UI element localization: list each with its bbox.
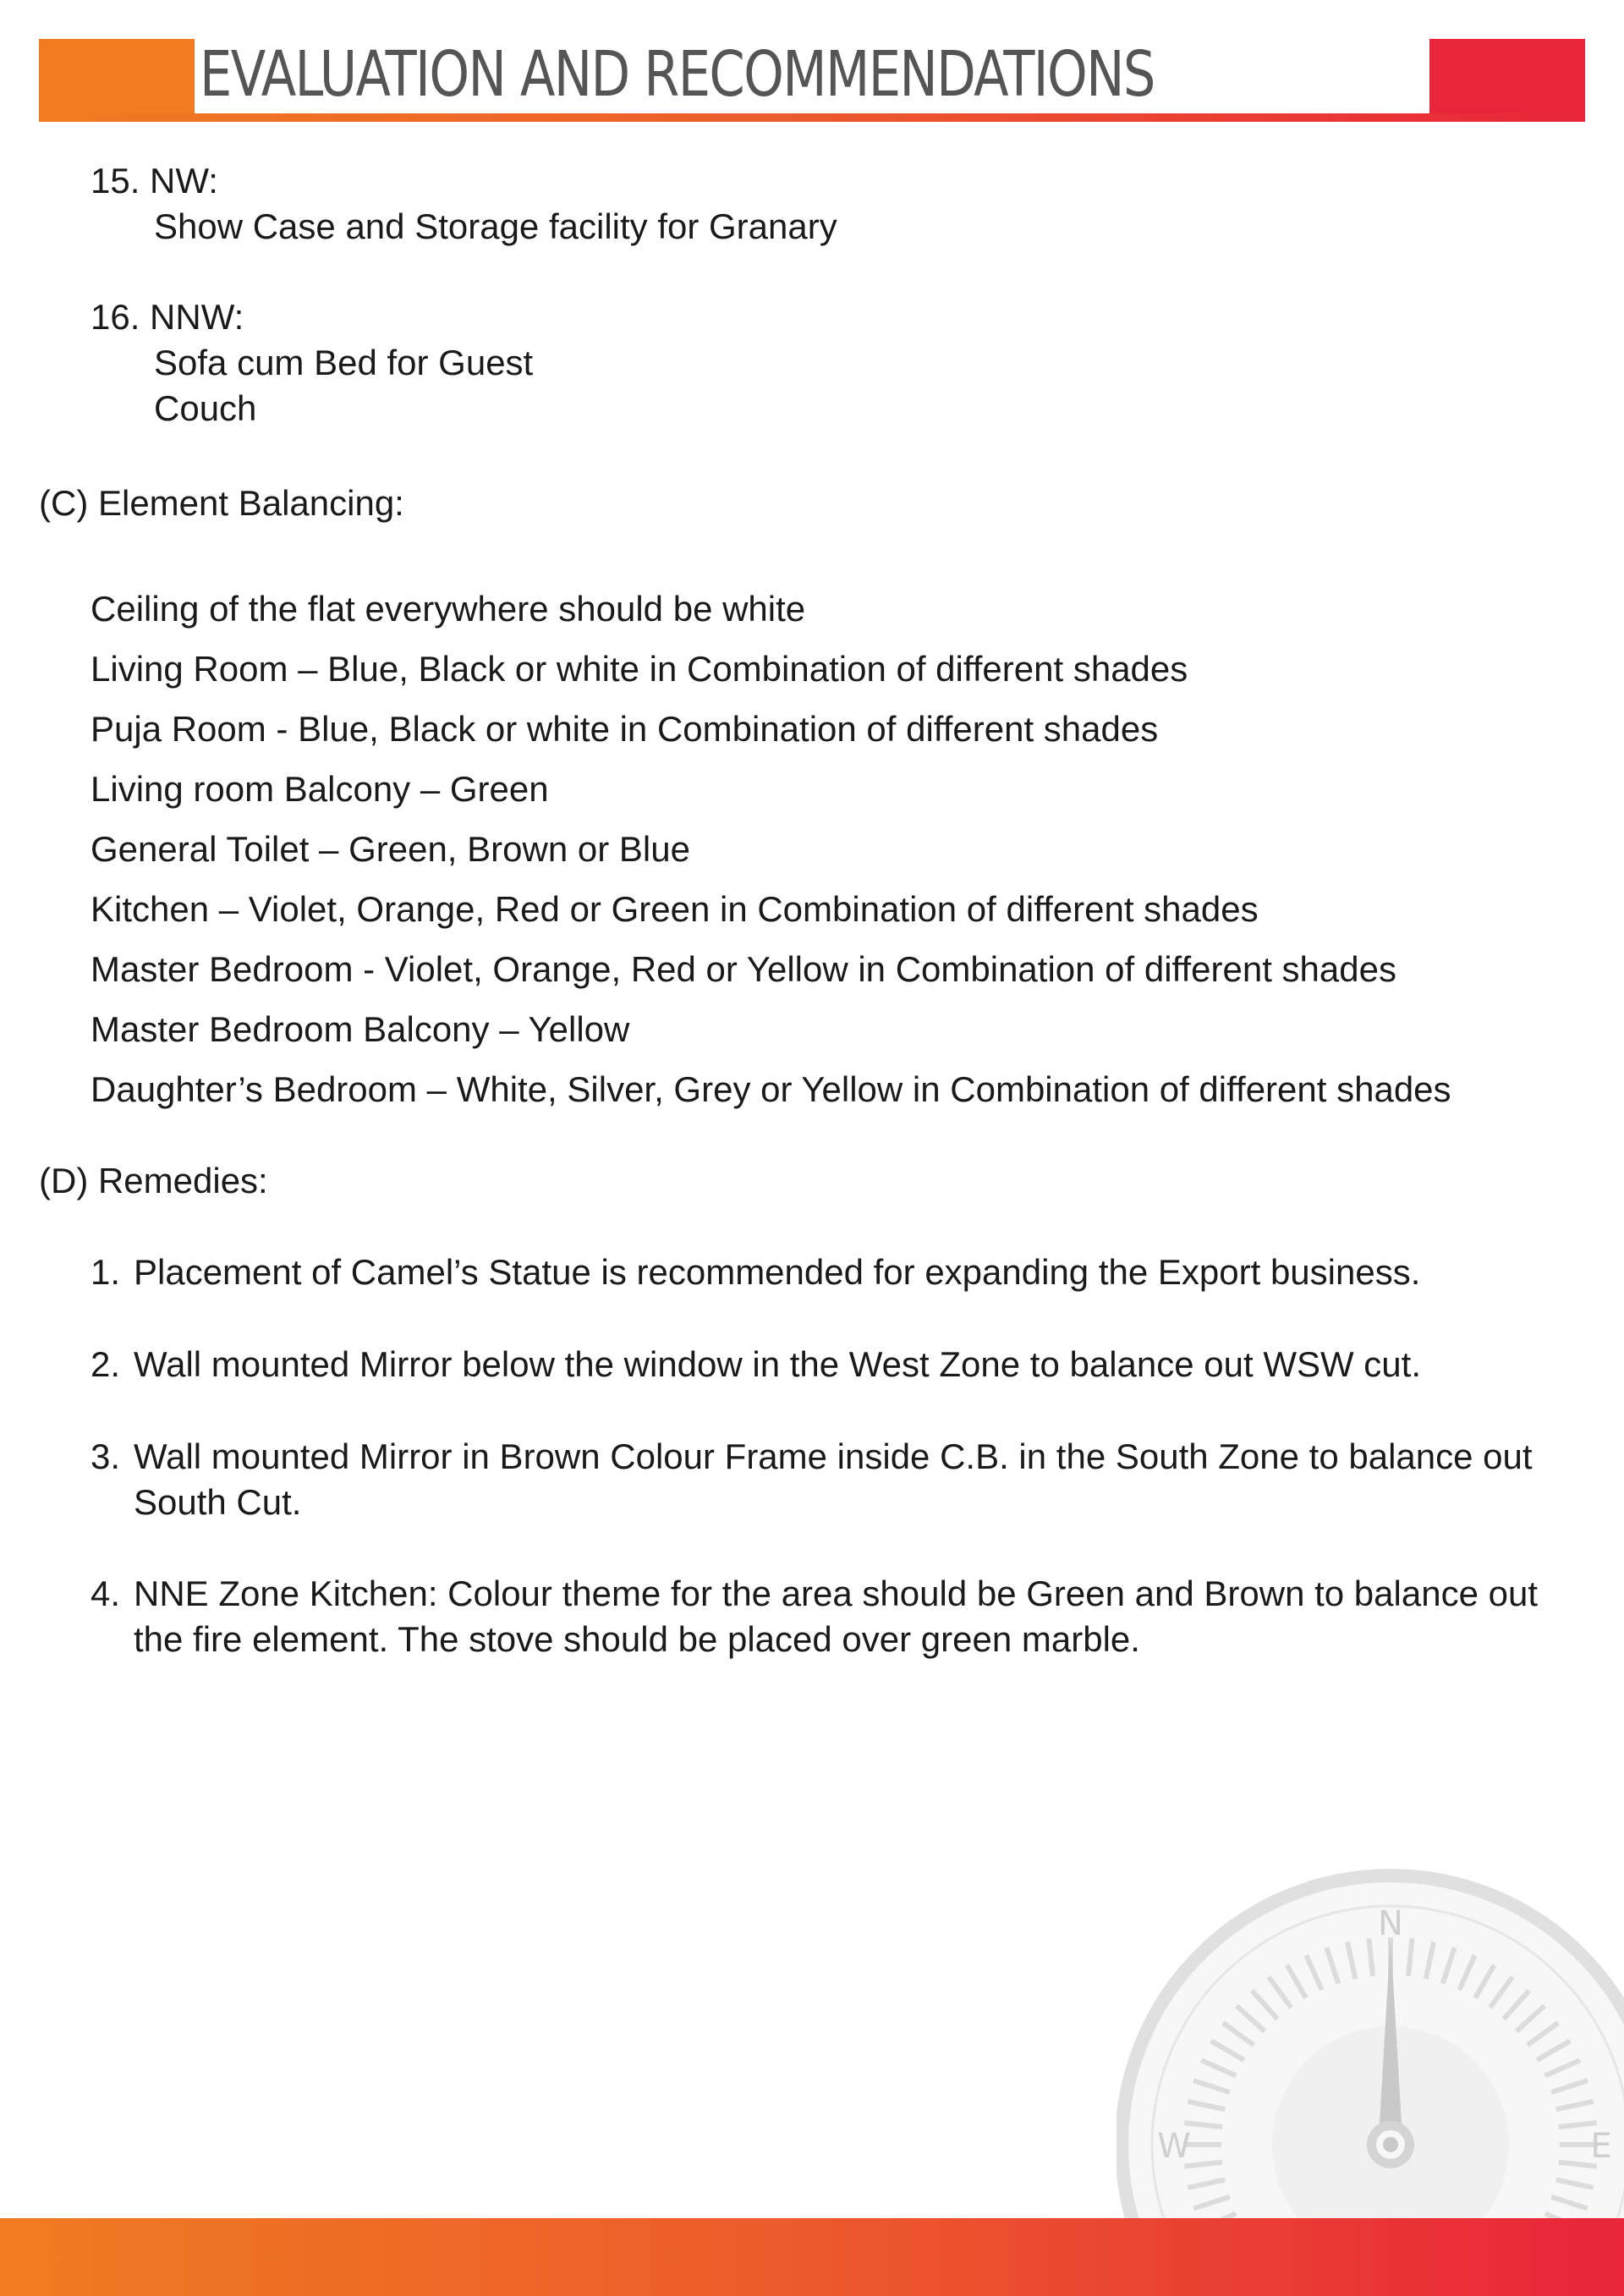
remedy-text: Wall mounted Mirror below the window in the West Zone to balance out WSW cut.	[134, 1344, 1421, 1384]
section-heading-remedies: (D) Remedies:	[39, 1161, 268, 1200]
direction-item: Couch	[154, 388, 257, 428]
remedy-number: 4.	[91, 1574, 121, 1613]
remedy-text: Placement of Camel’s Statue is recommended for expanding the Export business.	[134, 1252, 1421, 1292]
remedy-text: NNE Zone Kitchen: Colour theme for the area should be Green and Brown to balance out the fire element. The stove should be placed over green marble.	[134, 1574, 1538, 1659]
compass-watermark	[1116, 1865, 1624, 2218]
compass-east-label: E	[1590, 2127, 1612, 2166]
element-item: Puja Room - Blue, Black or white in Combination of different shades	[91, 709, 1159, 749]
element-item: General Toilet – Green, Brown or Blue	[91, 829, 690, 869]
direction-label-nw: 15. NW:	[91, 161, 218, 200]
element-item: Daughter’s Bedroom – White, Silver, Grey or Yellow in Combination of different shades	[91, 1069, 1451, 1109]
remedy-text: Wall mounted Mirror in Brown Colour Frame inside C.B. in the South Zone to balance out South Cut.	[134, 1436, 1533, 1522]
element-item: Living room Balcony – Green	[91, 769, 549, 809]
compass-north-label: N	[1378, 1904, 1403, 1943]
section-heading-element-balancing: (C) Element Balancing:	[39, 483, 404, 523]
header-orange-block	[39, 39, 195, 122]
page-title: EVALUATION AND RECOMMENDATIONS	[200, 38, 1155, 111]
compass-west-label: W	[1157, 2127, 1191, 2166]
element-item: Living Room – Blue, Black or white in Combination of different shades	[91, 649, 1188, 689]
compass-icon	[1116, 1865, 1624, 2218]
header-red-block	[1429, 39, 1585, 122]
remedy-number: 2.	[91, 1344, 121, 1384]
footer-bar	[0, 2218, 1624, 2296]
remedy-number: 3.	[91, 1436, 121, 1476]
direction-item: Show Case and Storage facility for Granary	[154, 206, 837, 246]
direction-label-nnw: 16. NNW:	[91, 297, 244, 337]
remedy-number: 1.	[91, 1252, 121, 1292]
direction-item: Sofa cum Bed for Guest	[154, 343, 534, 382]
element-item: Kitchen – Violet, Orange, Red or Green in Combination of different shades	[91, 889, 1259, 929]
element-item: Master Bedroom Balcony – Yellow	[91, 1009, 630, 1049]
element-item: Master Bedroom - Violet, Orange, Red or Yellow in Combination of different shades	[91, 949, 1396, 989]
element-item: Ceiling of the flat everywhere should be white	[91, 589, 806, 629]
